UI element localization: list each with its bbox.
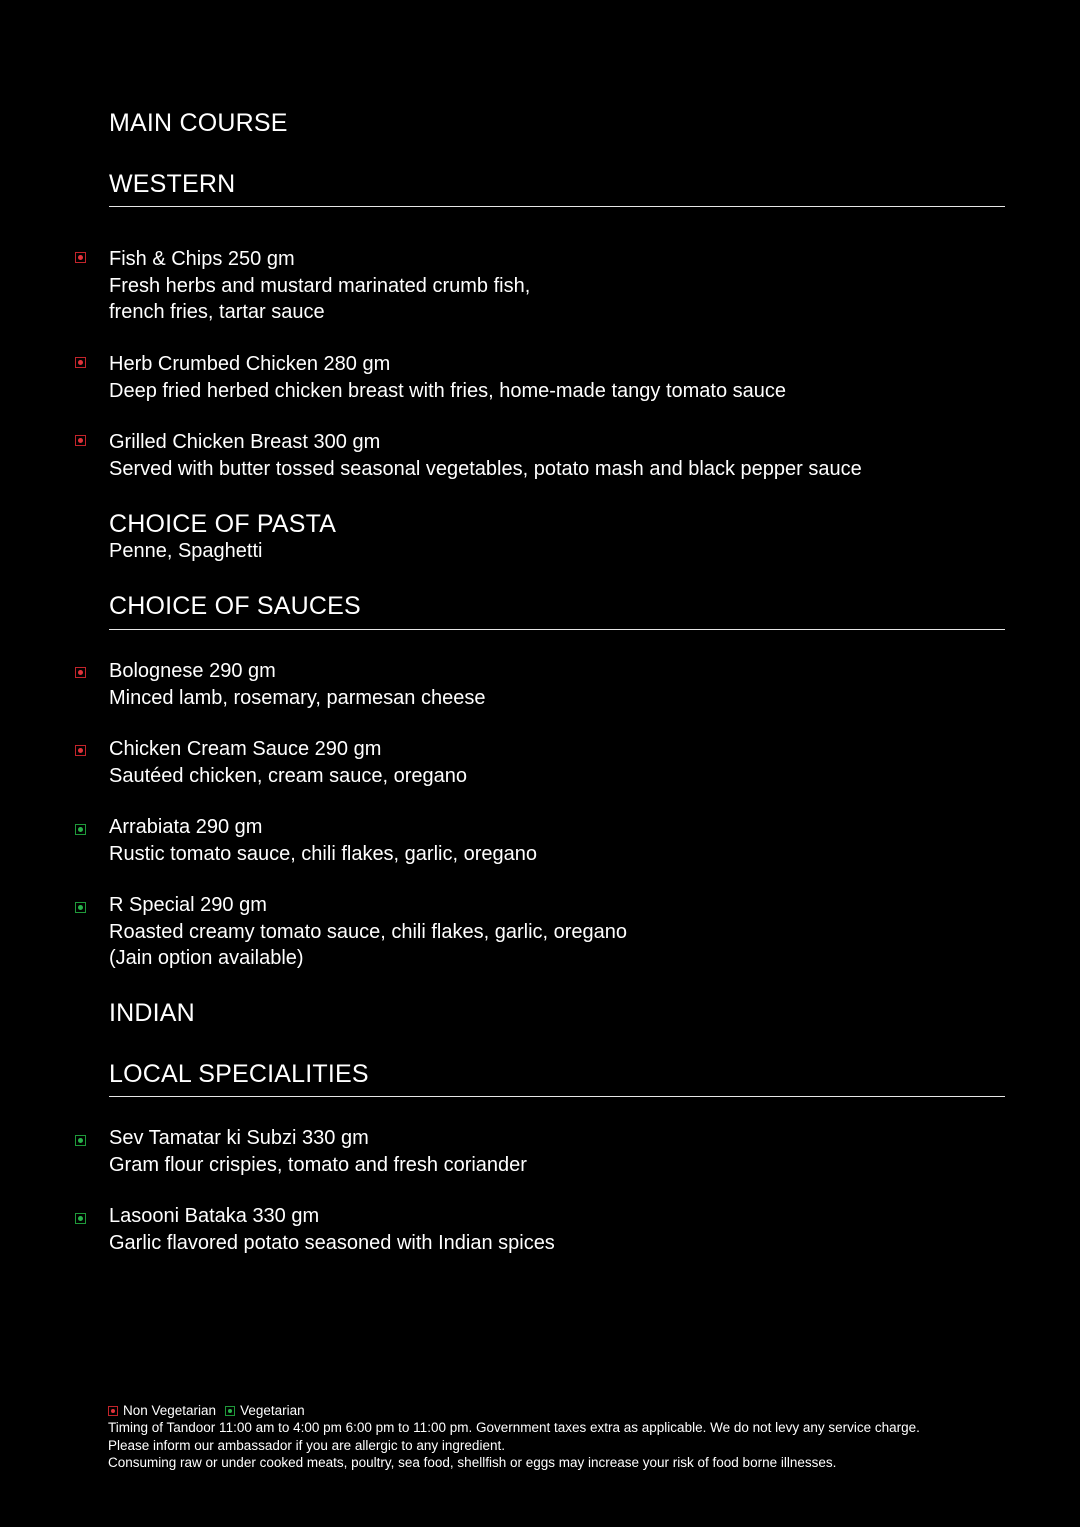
choice-of-pasta-heading: CHOICE OF PASTA [109, 510, 337, 538]
menu-item-name: Fish & Chips 250 gm [109, 248, 295, 270]
footer-notes [108, 1402, 920, 1471]
menu-item-desc: Served with butter tossed seasonal vegetables, potato mash and black pepper sauce [109, 457, 862, 480]
local-specialities-divider [109, 1096, 1005, 1097]
diet-legend [108, 1402, 920, 1419]
non-veg-mark-icon [75, 745, 86, 756]
menu-item-name: Herb Crumbed Chicken 280 gm [109, 353, 391, 375]
non-veg-mark-icon [75, 667, 86, 678]
non-veg-mark-icon [75, 357, 86, 368]
sauces-divider [109, 629, 1005, 630]
menu-item-desc: Rustic tomato sauce, chili flakes, garlic, oregano [109, 842, 537, 865]
warning-note: Consuming raw or under cooked meats, poultry, sea food, shellfish or eggs may increase your risk of food borne illnesses. [108, 1454, 837, 1470]
menu-item-grilled-chicken [109, 429, 862, 482]
non-veg-mark-icon [75, 252, 86, 263]
menu-item-r-special [109, 892, 627, 972]
non-veg-mark-icon [108, 1406, 118, 1416]
veg-mark-icon [225, 1406, 235, 1416]
veg-mark-icon [75, 824, 86, 835]
menu-item-name: Sev Tamatar ki Subzi 330 gm [109, 1127, 369, 1149]
menu-item-desc: (Jain option available) [109, 947, 304, 969]
timing-note: Timing of Tandoor 11:00 am to 4:00 pm 6:00 pm to 11:00 pm. Government taxes extra as applicable. We do not levy any service charge. [108, 1420, 920, 1436]
menu-item-herb-crumbed-chicken [109, 351, 786, 404]
menu-item-desc: Sautéed chicken, cream sauce, oregano [109, 764, 467, 787]
choice-of-sauces-heading: CHOICE OF SAUCES [109, 592, 361, 620]
menu-item-desc: Fresh herbs and mustard marinated crumb fish, [109, 274, 531, 297]
menu-item-sev-tamatar [109, 1125, 527, 1178]
menu-item-bolognese [109, 658, 485, 711]
menu-item-desc: Garlic flavored potato seasoned with Indian spices [109, 1231, 555, 1254]
veg-mark-icon [75, 902, 86, 913]
allergy-note: Please inform our ambassador if you are allergic to any ingredient. [108, 1437, 505, 1453]
non-veg-mark-icon [75, 435, 86, 446]
menu-item-chicken-cream-sauce [109, 736, 467, 789]
menu-item-name: Bolognese 290 gm [109, 660, 276, 682]
local-specialities-heading: LOCAL SPECIALITIES [109, 1060, 369, 1088]
menu-item-desc: Minced lamb, rosemary, parmesan cheese [109, 686, 486, 709]
menu-item-lasooni-bataka [109, 1203, 555, 1256]
veg-mark-icon [75, 1213, 86, 1224]
menu-item-arrabiata [109, 814, 537, 867]
legend-nonveg-label: Non Vegetarian [123, 1403, 217, 1418]
menu-item-fish-chips [109, 246, 530, 326]
legend-veg-label: Vegetarian [240, 1403, 305, 1418]
menu-item-name: Chicken Cream Sauce 290 gm [109, 738, 382, 760]
menu-item-name: Lasooni Bataka 330 gm [109, 1205, 320, 1227]
pasta-options: Penne, Spaghetti [109, 540, 263, 562]
menu-item-desc: Roasted creamy tomato sauce, chili flakes, garlic, oregano [109, 920, 628, 943]
menu-item-desc: Gram flour crispies, tomato and fresh coriander [109, 1153, 527, 1176]
western-heading: WESTERN [109, 170, 236, 198]
menu-item-desc: Deep fried herbed chicken breast with fries, home-made tangy tomato sauce [109, 379, 787, 402]
menu-item-name: Arrabiata 290 gm [109, 816, 263, 838]
indian-heading: INDIAN [109, 999, 195, 1027]
menu-item-desc: french fries, tartar sauce [109, 301, 325, 323]
menu-item-name: Grilled Chicken Breast 300 gm [109, 431, 381, 453]
main-course-heading: MAIN COURSE [109, 109, 288, 137]
western-divider [109, 206, 1005, 207]
menu-item-name: R Special 290 gm [109, 894, 267, 916]
veg-mark-icon [75, 1135, 86, 1146]
